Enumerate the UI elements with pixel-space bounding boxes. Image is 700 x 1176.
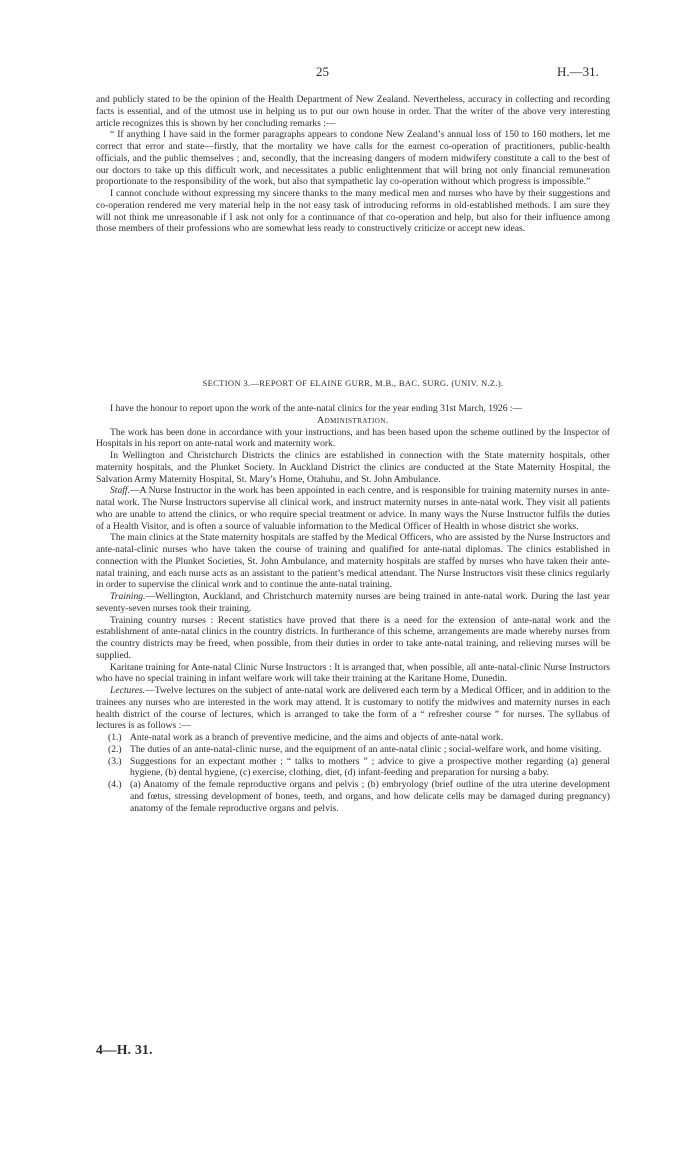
districts-paragraph: In Wellington and Christchurch Districts the clinics are established in connection with the State maternity hospitals, other maternity hospitals, and the Plunket Society. In Auckland District the clinics are conducted at the State Maternity Hospital, the Salvation Army Maternity Hospital, St. Mary’s Home, Otahuhu, and St. John Ambulance.: [96, 450, 610, 485]
staff-paragraph: [96, 485, 610, 532]
opening-paragraph: I have the honour to report upon the work of the ante-natal clinics for the year ending 31st March, 1926 :—: [110, 403, 523, 414]
document-reference: H.—31.: [557, 64, 599, 79]
main-clinics-paragraph: The main clinics at the State maternity hospitals are staffed by the Medical Officers, who are assisted by the Nurse Instructors and ante-natal-clinic nurses who have taken the course of training and qualified for ante-natal diplomas. The clinics established in connection with the Plunket Societies, St. John Ambulance, and maternity hospitals are staffed by nurses who have taken their ante-natal training, and each nurse acts as an assistant to the patient’s medical attendant. The Nurse Instructors visit these clinics regularly in order to supervise the clinical work and to continue the ante-natal training.: [96, 532, 610, 591]
karitane-paragraph: Karitane training for Ante-natal Clinic Nurse Instructors : It is arranged that, when possible, all ante-natal-clinic Nurse Instructors who have no special training in infant welfare work will take their training at the Karitane Home, Dunedin.: [96, 661, 610, 685]
list-item: (3.) Suggestions for an expectant mother ; “ talks to mothers ” ; advice to give a prospective mother regarding (a) general hygiene, (b) dental hygiene, (c) exercise, clothing, diet, (d) infant-feeding and preparation for nursing a baby.: [108, 755, 610, 779]
syllabus-list: [96, 732, 610, 814]
page-number: 25: [316, 64, 329, 79]
training-paragraph: [96, 591, 610, 615]
list-item: (2.) The duties of an ante-natal-clinic nurse, and the equipment of an ante-natal clinic ; social-welfare work, and home visiting.: [108, 743, 602, 755]
lectures-label: Lectures.: [110, 685, 146, 696]
subheading-administration: Administration.: [317, 414, 389, 426]
section-title: SECTION 3.—REPORT OF ELAINE GURR, M.B., BAC. SURG. (UNIV. N.Z.).: [202, 378, 504, 388]
staff-label: Staff.: [110, 485, 130, 497]
intro-paragraph: and publicly stated to be the opinion of the Health Department of New Zealand. Nevertheless, accuracy in collecting and recording facts is essential, and of the utmost use in helping us to put our own house in order. That the writer of the above very interesting article recognizes this is shown by her concluding remarks :—: [96, 94, 610, 129]
thanks-paragraph: I cannot conclude without expressing my sincere thanks to the many medical men and nurses who have by their suggestions and co-operation rendered me very material help in the not easy task of introducing reforms in old-established methods. I am sure they will not think me unreasonable if I ask not only for a continuance of that co-operation and help, but also for their influence among those members of their professions who are somewhat less ready to constructively criticize or accept new ideas.: [96, 188, 610, 235]
lectures-text: —Twelve lectures on the subject of ante-natal work are delivered each term by a Medical Officer, and in addition to the trainees any nurses who are interested in the work may attend. It is customary to notify the midwives and maternity nurses in each health district of the course of lectures, which is arranged to take the form of a “ refresher course ” for nurses. The syllabus of lectures is as follows :—: [96, 685, 610, 732]
signature-mark: 4—H. 31.: [96, 1042, 153, 1057]
list-item: (4.) (a) Anatomy of the female reproductive organs and pelvis ; (b) embryology (brief outline of the utra uterine development and fœtus, stressing development of bones, teeth, and organs, and how delicate cells may be damaged during pregnancy) anatomy of the female reproductive organs and pelvis.: [108, 779, 610, 814]
staff-text: —A Nurse Instructor in the work has been appointed in each centre, and is responsible for training maternity nurses in ante-natal work. The Nurse Instructors supervise all clinical work, and instruct maternity nurses in ante-natal work. They visit all patients who are unable to attend the clinics, or who require special treatment or advice. In many ways the Nurse Instructor fulfils the duties of a Health Visitor, and is often a source of valuable information to the Medical Officer of Health in whose district she works.: [96, 485, 610, 532]
intro-block: [96, 94, 610, 235]
work-paragraph: The work has been done in accordance with your instructions, and has been based upon the scheme outlined by the Inspector of Hospitals in his report on ante-natal work and maternity work.: [96, 426, 610, 450]
section-body: [96, 403, 610, 814]
training-text: —Wellington, Auckland, and Christchurch maternity nurses are being trained in ante-natal work. During the last year seventy-seven nurses took their training.: [96, 591, 610, 614]
country-nurses-paragraph: Training country nurses : Recent statistics have proved that there is a need for the extension of ante-natal work and the establishment of ante-natal clinics in the country districts. In furtherance of this scheme, arrangements are made whereby nurses from the country districts may be freed, when possible, from their duties in order to take ante-natal training, and relieving nurses will be supplied.: [96, 614, 610, 661]
quoted-remarks: “ If anything I have said in the former paragraphs appears to condone New Zealand’s annual loss of 150 to 160 mothers, let me correct that error and state—firstly, that the mortality we have calls for the earnest co-operation of practitioners, public-health officials, and the public themselves ; and, secondly, that the increasing dangers of modern midwifery constitute a call to the best of our doctors to take up this difficult work, and necessitates a public enlightenment that will bring not only financial remuneration proportionate to the responsibility of the work, but also that sympathetic lay co-operation without which progress is impossible.”: [96, 129, 610, 188]
lectures-paragraph: [96, 685, 610, 732]
page-header: [0, 64, 700, 80]
list-item: (1.) Ante-natal work as a branch of preventive medicine, and the aims and objects of ante-natal work.: [108, 732, 504, 743]
training-label: Training.: [110, 591, 146, 602]
